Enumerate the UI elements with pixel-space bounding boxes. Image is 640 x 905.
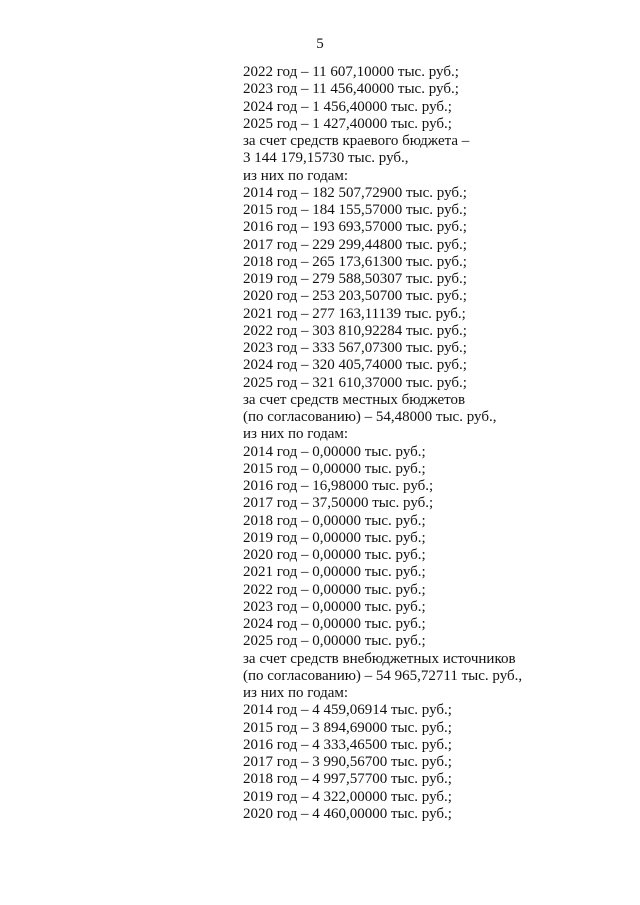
- text-line: 2014 год – 4 459,06914 тыс. руб.;: [243, 702, 452, 719]
- text-line: 2025 год – 0,00000 тыс. руб.;: [243, 633, 426, 650]
- text-line: 2016 год – 193 693,57000 тыс. руб.;: [243, 219, 467, 236]
- text-line: 2024 год – 0,00000 тыс. руб.;: [243, 616, 426, 632]
- text-line: 2022 год – 303 810,92284 тыс. руб.;: [243, 322, 467, 339]
- text-line: 2019 год – 0,00000 тыс. руб.;: [243, 529, 426, 546]
- text-line: (по согласованию) – 54 965,72711 тыс. руб.,: [243, 667, 523, 684]
- text-line: 2024 год – 320 405,74000 тыс. руб.;: [243, 357, 467, 374]
- text-line: 2022 год – 0,00000 тыс. руб.;: [243, 581, 426, 598]
- text-line: 2018 год – 0,00000 тыс. руб.;: [243, 512, 426, 529]
- text-line: 2015 год – 3 894,69000 тыс. руб.;: [243, 719, 452, 736]
- text-line: 2016 год – 16,98000 тыс. руб.;: [243, 478, 434, 494]
- text-line: 2021 год – 277 163,11139 тыс. руб.;: [243, 305, 466, 322]
- text-line: 2024 год – 1 456,40000 тыс. руб.;: [243, 98, 452, 115]
- text-line: 2019 год – 279 588,50307 тыс. руб.;: [243, 271, 467, 287]
- text-line: из них по годам:: [243, 685, 349, 701]
- text-line: 2014 год – 182 507,72900 тыс. руб.;: [243, 184, 467, 201]
- text-line: 2017 год – 229 299,44800 тыс. руб.;: [243, 236, 467, 253]
- text-line: 2020 год – 0,00000 тыс. руб.;: [243, 547, 426, 563]
- text-line: 2020 год – 4 460,00000 тыс. руб.;: [243, 805, 452, 822]
- text-line: 2017 год – 3 990,56700 тыс. руб.;: [243, 754, 452, 770]
- text-line: 2023 год – 333 567,07300 тыс. руб.;: [243, 340, 467, 356]
- text-line: 2015 год – 0,00000 тыс. руб.;: [243, 460, 426, 477]
- text-line: 2015 год – 184 155,57000 тыс. руб.;: [243, 202, 467, 218]
- text-line: 2022 год – 11 607,10000 тыс. руб.;: [243, 64, 459, 80]
- page-number: 5: [316, 36, 324, 52]
- text-line: 2025 год – 321 610,37000 тыс. руб.;: [243, 374, 467, 391]
- text-line: 2017 год – 37,50000 тыс. руб.;: [243, 495, 434, 512]
- text-line: 2018 год – 4 997,57700 тыс. руб.;: [243, 771, 452, 788]
- text-line: из них по годам:: [243, 167, 349, 184]
- text-line: 2018 год – 265 173,61300 тыс. руб.;: [243, 253, 467, 270]
- text-line: из них по годам:: [243, 426, 349, 443]
- text-line: 3 144 179,15730 тыс. руб.,: [243, 150, 409, 167]
- text-line: за счет средств краевого бюджета –: [243, 133, 470, 149]
- text-line: 2021 год – 0,00000 тыс. руб.;: [243, 564, 426, 581]
- text-line: (по согласованию) – 54,48000 тыс. руб.,: [243, 409, 497, 425]
- text-line: 2023 год – 11 456,40000 тыс. руб.;: [243, 81, 459, 98]
- text-line: 2025 год – 1 427,40000 тыс. руб.;: [243, 115, 452, 132]
- text-line: 2023 год – 0,00000 тыс. руб.;: [243, 598, 426, 615]
- funding-text-block: [243, 64, 603, 823]
- text-line: 2019 год – 4 322,00000 тыс. руб.;: [243, 788, 452, 805]
- text-line: за счет средств внебюджетных источников: [243, 650, 516, 667]
- text-line: за счет средств местных бюджетов: [243, 391, 466, 408]
- text-line: 2014 год – 0,00000 тыс. руб.;: [243, 443, 426, 460]
- text-line: 2020 год – 253 203,50700 тыс. руб.;: [243, 288, 467, 305]
- text-line: 2016 год – 4 333,46500 тыс. руб.;: [243, 736, 452, 753]
